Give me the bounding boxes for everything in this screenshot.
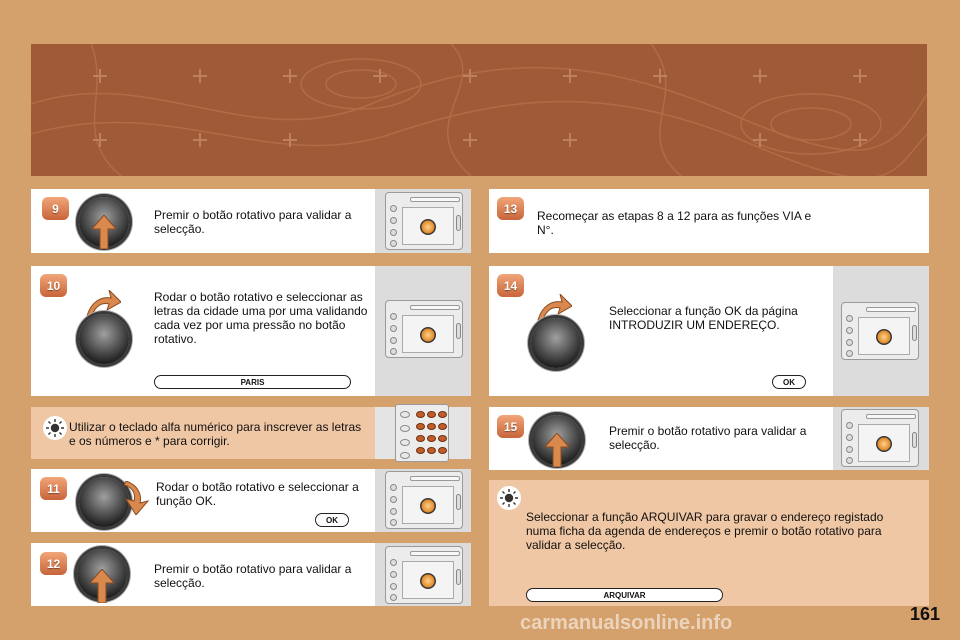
step-badge: 15: [497, 415, 524, 438]
map-contour-decoration: [31, 44, 927, 176]
tip-text: Seleccionar a função ARQUIVAR para gravar o endereço registado numa ficha da agenda de endereços e premir o botão rotativo para validar a selecção.: [526, 510, 884, 552]
tip-keypad-panel: [31, 407, 471, 459]
radio-unit-icon: [385, 546, 463, 604]
knob-rotate-icon: [79, 477, 129, 527]
tip-archive-panel: [489, 480, 929, 606]
knob-rotate-icon: [531, 318, 581, 368]
step-badge: 11: [40, 477, 67, 500]
step-text: Seleccionar a função OK da página INTRODUZIR UM ENDEREÇO.: [609, 304, 798, 332]
step-text: Rodar o botão rotativo e seleccionar a função OK.: [156, 480, 359, 508]
radio-unit-icon: [841, 409, 919, 467]
step-14-panel: [489, 266, 929, 396]
step-badge: 13: [497, 197, 524, 220]
step-9-panel: [31, 189, 471, 253]
tag-arquivar: ARQUIVAR: [526, 588, 723, 602]
tip-sun-icon: [497, 486, 521, 510]
step-15-panel: [489, 407, 929, 470]
rotate-down-arrow-icon: [124, 481, 150, 515]
step-badge: 14: [497, 274, 524, 297]
step-text: Rodar o botão rotativo e seleccionar as letras da cidade uma por uma validando cada vez por uma pressão no botão rotativo.: [154, 290, 368, 346]
tip-text: Utilizar o teclado alfa numérico para inscrever as letras e os números e * para corrigir.: [69, 420, 362, 448]
tag-ok: OK: [315, 513, 349, 527]
step-11-panel: [31, 469, 471, 532]
step-12-panel: [31, 543, 471, 606]
watermark: carmanualsonline.info: [520, 612, 733, 634]
step-13-panel: [489, 189, 929, 253]
press-arrow-icon: [90, 569, 114, 603]
step-badge: 12: [40, 552, 67, 575]
keypad-icon: [395, 404, 449, 462]
header-banner: [31, 44, 927, 176]
page-number: 161: [909, 604, 940, 624]
radio-unit-icon: [385, 471, 463, 529]
step-badge: 9: [42, 197, 69, 220]
step-10-panel: [31, 266, 471, 396]
press-arrow-icon: [92, 215, 116, 249]
step-text: Premir o botão rotativo para validar a selecção.: [154, 208, 352, 236]
step-text: Premir o botão rotativo para validar a selecção.: [609, 424, 807, 452]
radio-unit-icon: [841, 302, 919, 360]
knob-rotate-icon: [79, 314, 129, 364]
tag-paris: PARIS: [154, 375, 351, 389]
step-badge: 10: [40, 274, 67, 297]
tag-ok: OK: [772, 375, 806, 389]
tip-sun-icon: [43, 416, 67, 440]
radio-unit-icon: [385, 300, 463, 358]
press-arrow-icon: [545, 433, 569, 467]
step-text: Recomeçar as etapas 8 a 12 para as funções VIA e N°.: [537, 209, 812, 237]
step-text: Premir o botão rotativo para validar a selecção.: [154, 562, 352, 590]
radio-unit-icon: [385, 192, 463, 250]
